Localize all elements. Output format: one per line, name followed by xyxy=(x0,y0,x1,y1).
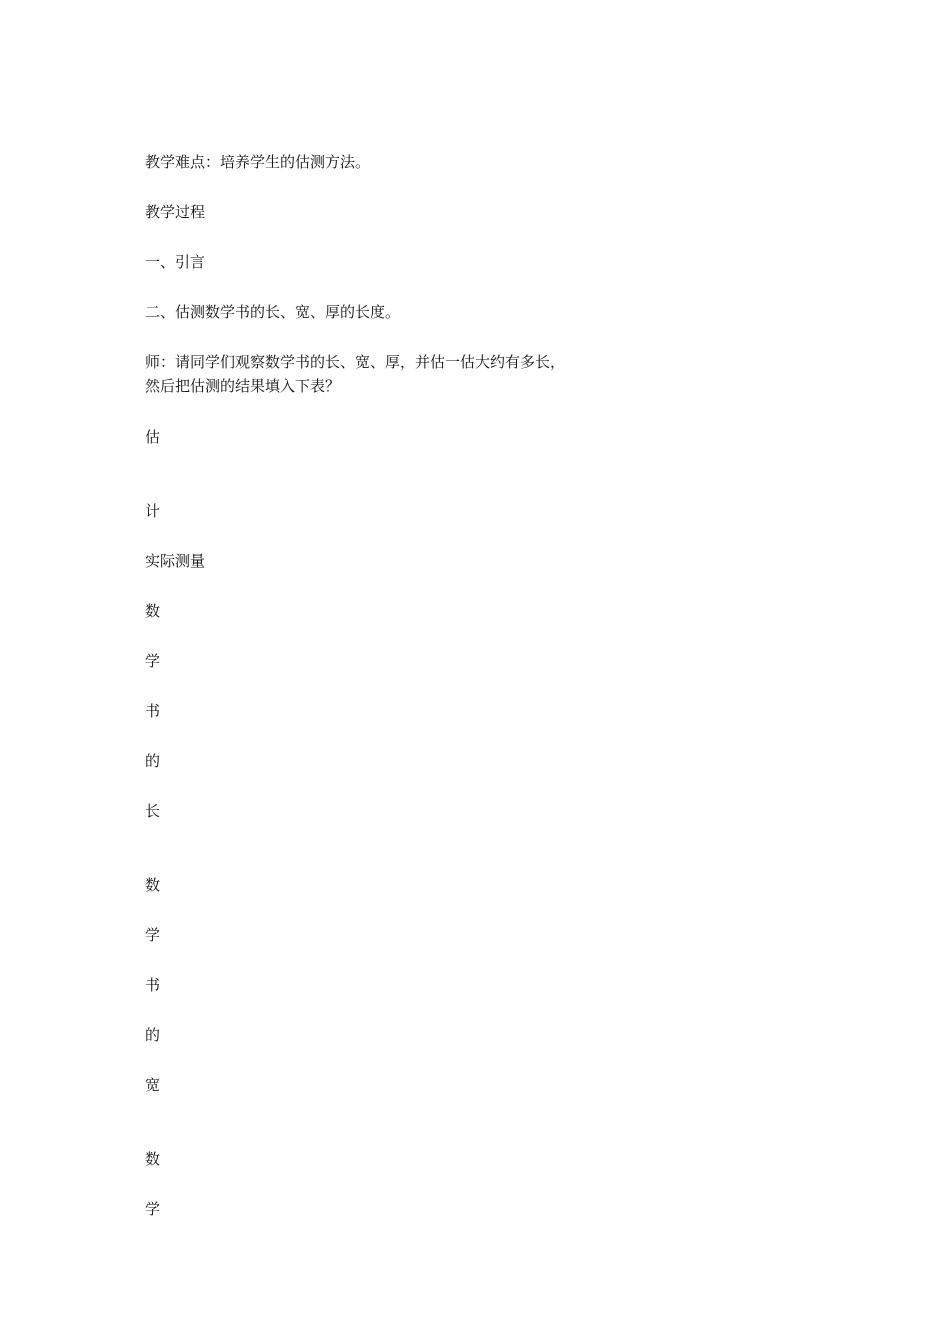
row-width-char: 书 xyxy=(145,976,161,994)
row-width-char: 的 xyxy=(145,1026,161,1044)
row-length-char: 数 xyxy=(145,602,161,620)
row-thickness-char: 数 xyxy=(145,1150,161,1168)
teaching-difficulty: 教学难点：培养学生的估测方法。 xyxy=(145,153,371,171)
row-length-char: 学 xyxy=(145,652,161,670)
row-length-char: 长 xyxy=(145,802,161,820)
table-header-actual-measure: 实际测量 xyxy=(145,552,206,570)
teacher-instruction-line-1: 师：请同学们观察数学书的长、宽、厚，并估一估大约有多长， xyxy=(145,353,566,371)
row-width-char: 学 xyxy=(145,926,161,944)
section-two-heading: 二、估测数学书的长、宽、厚的长度。 xyxy=(145,303,401,321)
table-header-estimate-2: 计 xyxy=(145,502,161,520)
row-thickness-char: 学 xyxy=(145,1200,161,1218)
teacher-instruction-line-2: 然后把估测的结果填入下表？ xyxy=(145,377,341,395)
row-length-char: 的 xyxy=(145,752,161,770)
row-width-char: 数 xyxy=(145,876,161,894)
process-heading: 教学过程 xyxy=(145,203,206,221)
row-length-char: 书 xyxy=(145,702,161,720)
row-width-char: 宽 xyxy=(145,1076,161,1094)
table-header-estimate-1: 估 xyxy=(145,428,161,446)
section-one-heading: 一、引言 xyxy=(145,253,206,271)
